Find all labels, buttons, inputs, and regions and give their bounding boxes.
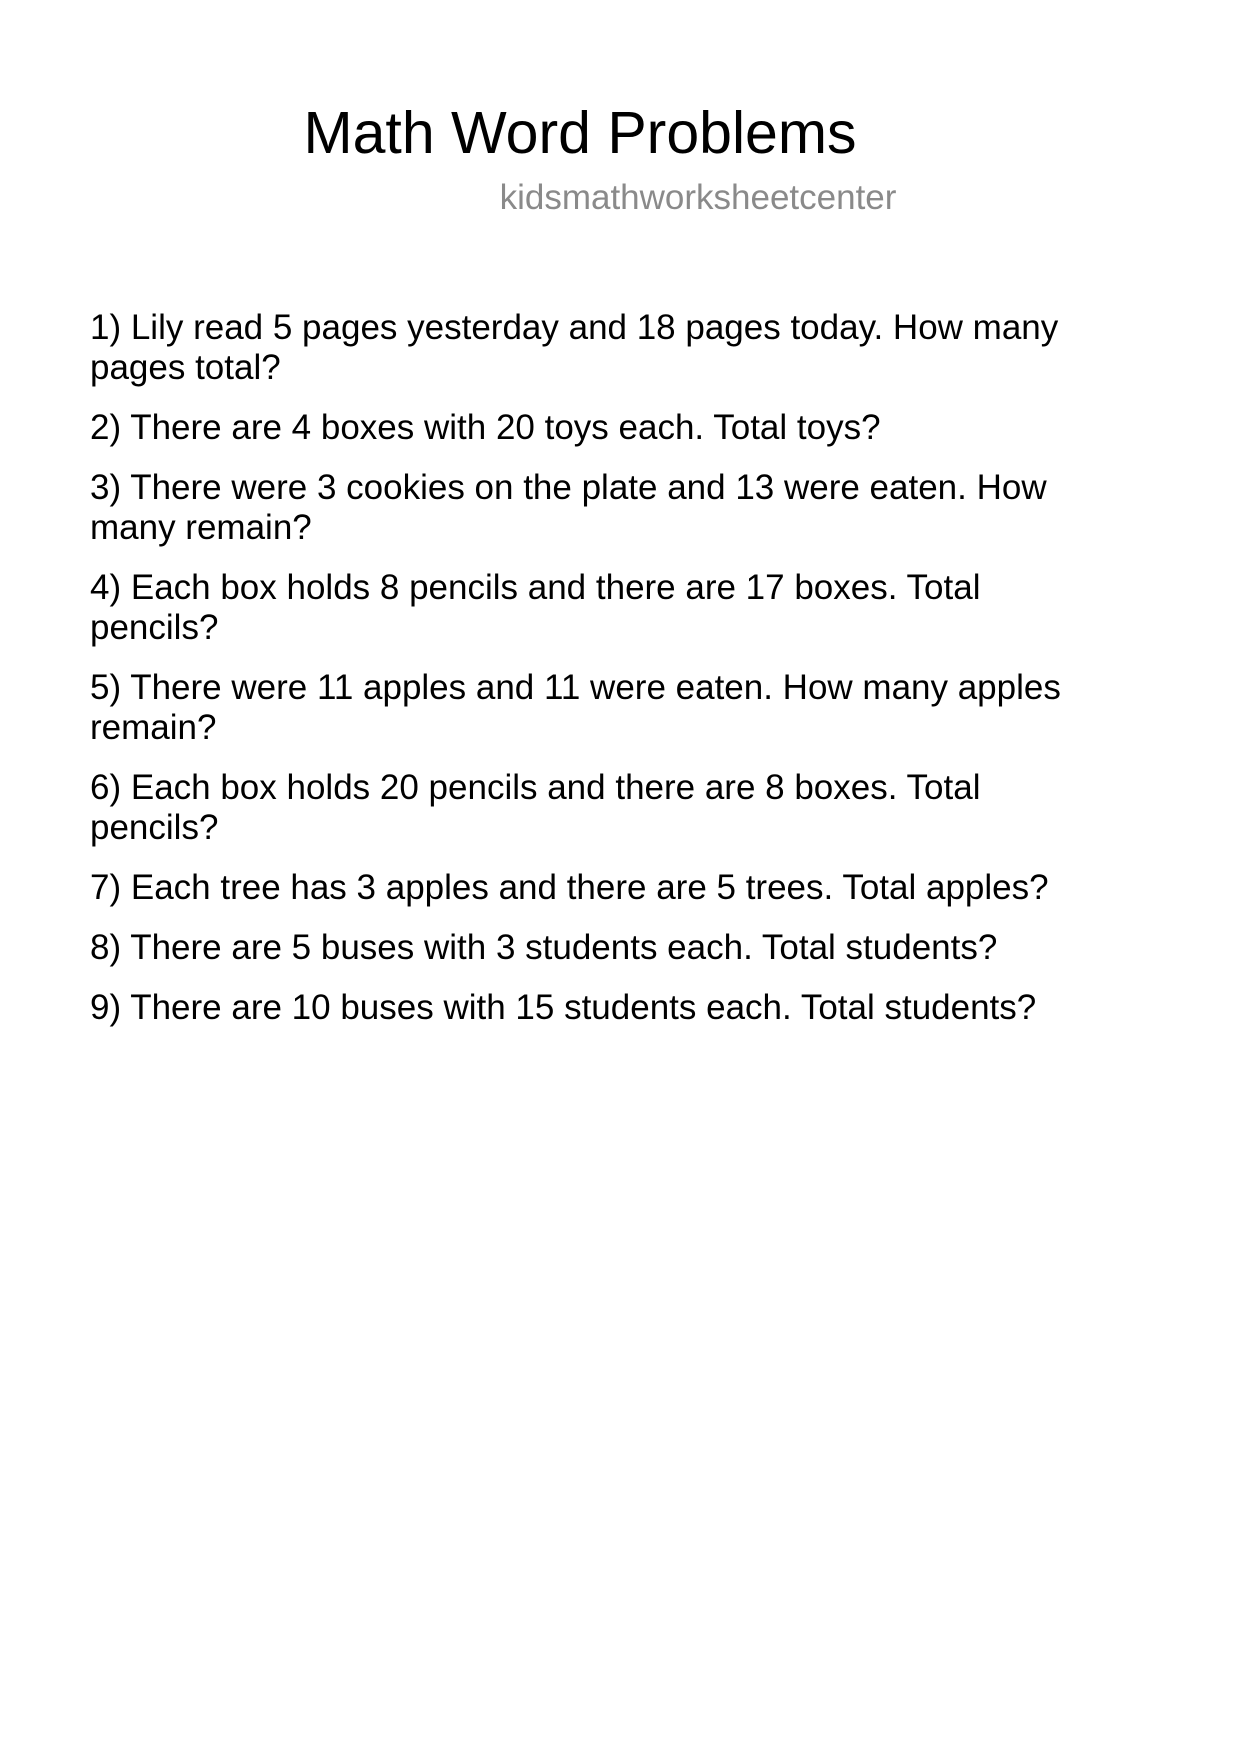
problem-item: 9) There are 10 buses with 15 students each. Total students? — [90, 988, 1037, 1028]
problem-item: 4) Each box holds 8 pencils and there are 17 boxes. Total pencils? — [90, 568, 981, 648]
page-title: Math Word Problems — [303, 100, 857, 166]
problem-item: 7) Each tree has 3 apples and there are 5 trees. Total apples? — [90, 868, 1049, 908]
problems-list — [90, 308, 1090, 1028]
problem-item: 3) There were 3 cookies on the plate and 13 were eaten. How many remain? — [90, 468, 1047, 548]
problem-item: 1) Lily read 5 pages yesterday and 18 pages today. How many pages total? — [90, 308, 1059, 388]
problem-item: 6) Each box holds 20 pencils and there are 8 boxes. Total pencils? — [90, 768, 981, 848]
problem-item: 5) There were 11 apples and 11 were eaten. How many apples remain? — [90, 668, 1061, 748]
header — [0, 0, 1160, 168]
problem-item: 8) There are 5 buses with 3 students each. Total students? — [90, 928, 998, 968]
problem-item: 2) There are 4 boxes with 20 toys each. Total toys? — [90, 408, 881, 448]
page-subtitle: kidsmathworksheetcenter — [499, 177, 897, 217]
